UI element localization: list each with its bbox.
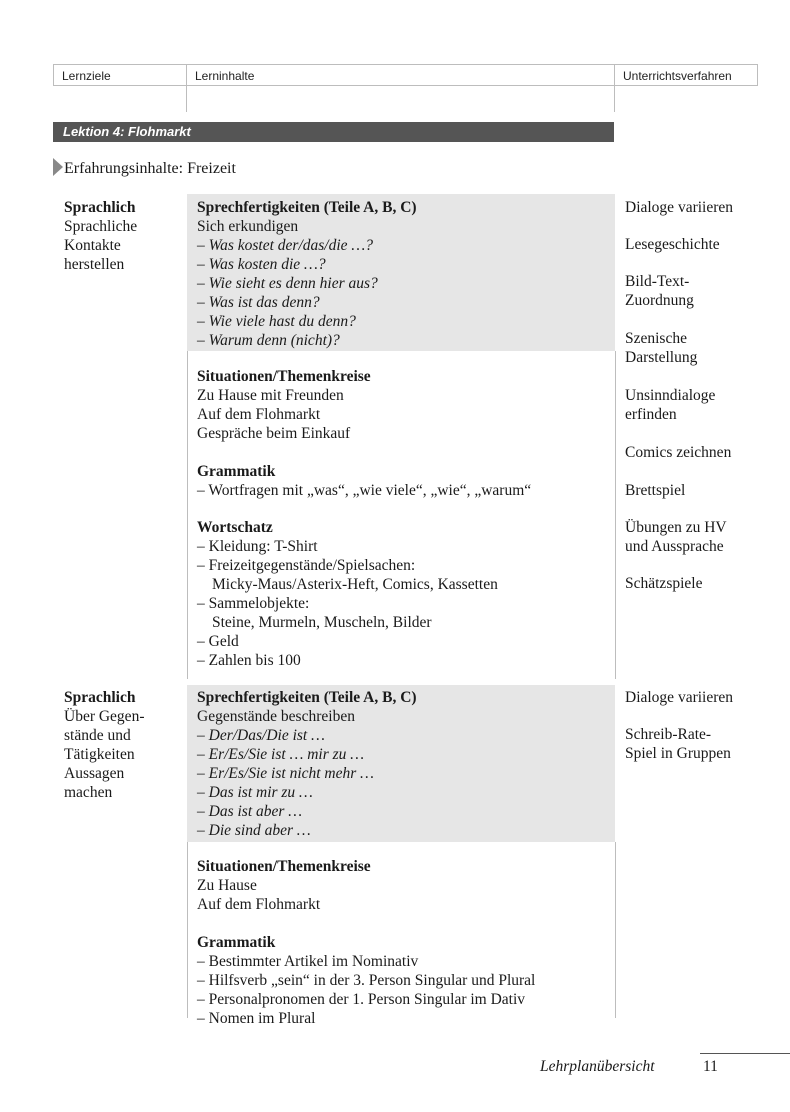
header-col-unterrichtsverfahren: Unterrichtsverfahren xyxy=(614,64,758,86)
verfahren-item: Schreib-Rate- xyxy=(625,726,712,743)
section2-grammatik xyxy=(197,933,535,1028)
block-line: Gespräche beim Einkauf xyxy=(197,425,351,442)
section1-grammatik xyxy=(197,462,531,500)
verfahren-item: Dialoge variieren xyxy=(625,689,734,706)
erfahrungsinhalte-text: Erfahrungsinhalte: Freizeit xyxy=(64,160,236,177)
block-line: – Wie sieht es denn hier aus? xyxy=(197,275,378,292)
block-line: – Er/Es/Sie ist … mir zu … xyxy=(197,746,365,763)
section2-lernziel xyxy=(64,688,144,802)
block-line: – Das ist aber … xyxy=(197,803,303,820)
verfahren-item: und Aussprache xyxy=(625,538,724,555)
section1-wortschatz xyxy=(197,518,498,670)
block-heading: Situationen/Themenkreise xyxy=(197,368,371,385)
lernziel-line: Sprachlich xyxy=(64,689,136,706)
section2-sprechfertigkeiten xyxy=(197,688,417,840)
lernziel-line: herstellen xyxy=(64,256,125,273)
block-line: – Wortfragen mit „was“, „wie viele“, „wie“, „warum“ xyxy=(197,482,532,499)
verfahren-item: Bild-Text- xyxy=(625,273,690,290)
lernziel-line: Über Gegen- xyxy=(64,708,145,725)
column-divider xyxy=(615,351,616,679)
block-line: – Hilfsverb „sein“ in der 3. Person Singular und Plural xyxy=(197,972,536,989)
triangle-bullet-icon xyxy=(53,158,63,176)
verfahren-item: Dialoge variieren xyxy=(625,199,734,216)
block-line: – Warum denn (nicht)? xyxy=(197,332,340,349)
lernziel-line: stände und xyxy=(64,727,131,744)
block-line: Micky-Maus/Asterix-Heft, Comics, Kassetten xyxy=(212,576,498,593)
footer-title: Lehrplanübersicht xyxy=(540,1058,655,1075)
column-divider xyxy=(615,842,616,1018)
block-line: – Nomen im Plural xyxy=(197,1010,316,1027)
block-heading: Sprechfertigkeiten (Teile A, B, C) xyxy=(197,689,417,706)
lernziel-line: Tätigkeiten xyxy=(64,746,135,763)
block-line: – Was kosten die …? xyxy=(197,256,326,273)
block-line: – Bestimmter Artikel im Nominativ xyxy=(197,953,419,970)
lektion-title: Lektion 4: Flohmarkt xyxy=(53,122,614,142)
header-table xyxy=(53,64,758,112)
block-heading: Grammatik xyxy=(197,463,276,480)
verfahren-item: Darstellung xyxy=(625,349,698,366)
column-divider xyxy=(187,842,188,1018)
block-line: – Freizeitgegenstände/Spielsachen: xyxy=(197,557,416,574)
block-line: Auf dem Flohmarkt xyxy=(197,406,321,423)
block-line: – Wie viele hast du denn? xyxy=(197,313,356,330)
block-heading: Sprechfertigkeiten (Teile A, B, C) xyxy=(197,199,417,216)
block-line: – Das ist mir zu … xyxy=(197,784,313,801)
block-line: – Der/Das/Die ist … xyxy=(197,727,325,744)
header-col-lernziele: Lernziele xyxy=(53,64,187,86)
block-heading: Wortschatz xyxy=(197,519,273,536)
block-line: Auf dem Flohmarkt xyxy=(197,896,321,913)
block-line: – Kleidung: T-Shirt xyxy=(197,538,318,555)
header-divider xyxy=(614,86,615,112)
section1-sprechfertigkeiten xyxy=(197,198,417,350)
block-line: – Zahlen bis 100 xyxy=(197,652,301,669)
verfahren-item: Lesegeschichte xyxy=(625,236,720,253)
section1-situationen xyxy=(197,367,371,443)
section1-lernziel xyxy=(64,198,137,274)
block-line: – Geld xyxy=(197,633,239,650)
verfahren-item: Brettspiel xyxy=(625,482,686,499)
verfahren-item: Spiel in Gruppen xyxy=(625,745,731,762)
block-line: Gegenstände beschreiben xyxy=(197,708,355,725)
verfahren-item: Szenische xyxy=(625,330,687,347)
section2-situationen xyxy=(197,857,371,914)
verfahren-item: Comics zeichnen xyxy=(625,444,732,461)
verfahren-item: erfinden xyxy=(625,406,677,423)
verfahren-item: Zuordnung xyxy=(625,292,694,309)
block-heading: Grammatik xyxy=(197,934,276,951)
block-line: Steine, Murmeln, Muscheln, Bilder xyxy=(212,614,432,631)
block-heading: Situationen/Themenkreise xyxy=(197,858,371,875)
verfahren-item: Unsinndialoge xyxy=(625,387,716,404)
block-line: – Was kostet der/das/die …? xyxy=(197,237,373,254)
erfahrungsinhalte xyxy=(53,158,236,179)
block-line: – Sammelobjekte: xyxy=(197,595,310,612)
lernziel-line: Sprachlich xyxy=(64,199,136,216)
block-line: – Personalpronomen der 1. Person Singular im Dativ xyxy=(197,991,526,1008)
verfahren-item: Übungen zu HV xyxy=(625,519,727,536)
block-line: – Was ist das denn? xyxy=(197,294,320,311)
block-line: Zu Hause mit Freunden xyxy=(197,387,344,404)
block-line: Zu Hause xyxy=(197,877,257,894)
lernziel-line: machen xyxy=(64,784,113,801)
header-col-lerninhalte: Lerninhalte xyxy=(186,64,615,86)
block-line: – Die sind aber … xyxy=(197,822,311,839)
footer-rule xyxy=(700,1053,790,1054)
lernziel-line: Aussagen xyxy=(64,765,125,782)
block-line: Sich erkundigen xyxy=(197,218,299,235)
page-number: 11 xyxy=(703,1058,718,1075)
lernziel-line: Kontakte xyxy=(64,237,121,254)
column-divider xyxy=(187,351,188,679)
lernziel-line: Sprachliche xyxy=(64,218,138,235)
block-line: – Er/Es/Sie ist nicht mehr … xyxy=(197,765,374,782)
header-divider xyxy=(186,86,187,112)
verfahren-item: Schätzspiele xyxy=(625,575,703,592)
